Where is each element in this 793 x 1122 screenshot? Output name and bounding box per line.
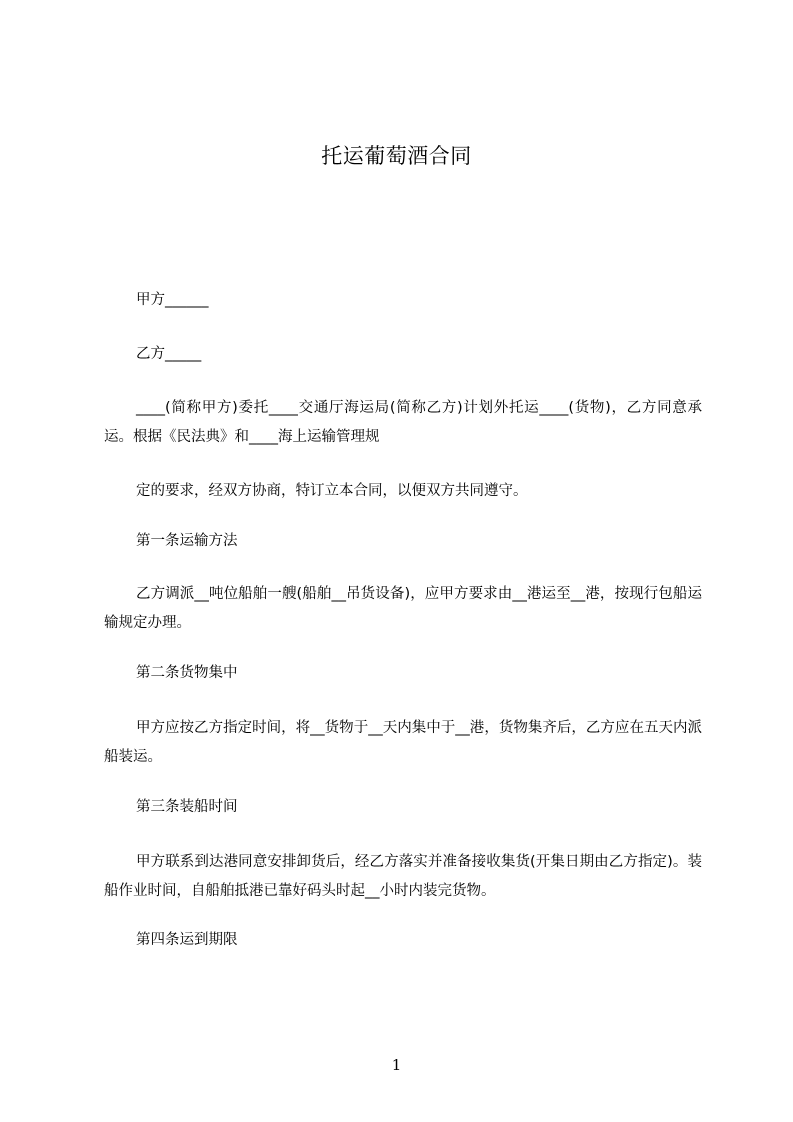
article-4-heading: 第四条运到期限: [136, 932, 238, 948]
article-1-heading: 第一条运输方法: [136, 533, 238, 549]
document-title: 托运葡萄酒合同: [321, 144, 472, 168]
party-b-line: 乙方_____: [136, 346, 202, 362]
intro-paragraph: ____(简称甲方)委托____交通厅海运局(简称乙方)计划外托运____(货物)，乙方同意承运。根据《民法典》和____海上运输管理规: [104, 400, 702, 445]
article-1-body: 乙方调派__吨位船舶一艘(船舶__吊货设备)，应甲方要求由__港运至__港，按现行包船运输规定办理。: [104, 586, 702, 631]
article-3-heading: 第三条装船时间: [136, 799, 238, 815]
intro-paragraph-continued: 定的要求，经双方协商，特订立本合同，以便双方共同遵守。: [136, 483, 528, 499]
article-2-heading: 第二条货物集中: [136, 665, 238, 681]
article-2-body: 甲方应按乙方指定时间，将__货物于__天内集中于__港，货物集齐后，乙方应在五天内派船装运。: [104, 720, 702, 765]
article-3-body: 甲方联系到达港同意安排卸货后，经乙方落实并准备接收集货(开集日期由乙方指定)。装船作业时间，自船舶抵港已靠好码头时起__小时内装完货物。: [104, 854, 702, 899]
page-number: 1: [391, 1056, 402, 1074]
party-a-line: 甲方______: [136, 292, 209, 308]
